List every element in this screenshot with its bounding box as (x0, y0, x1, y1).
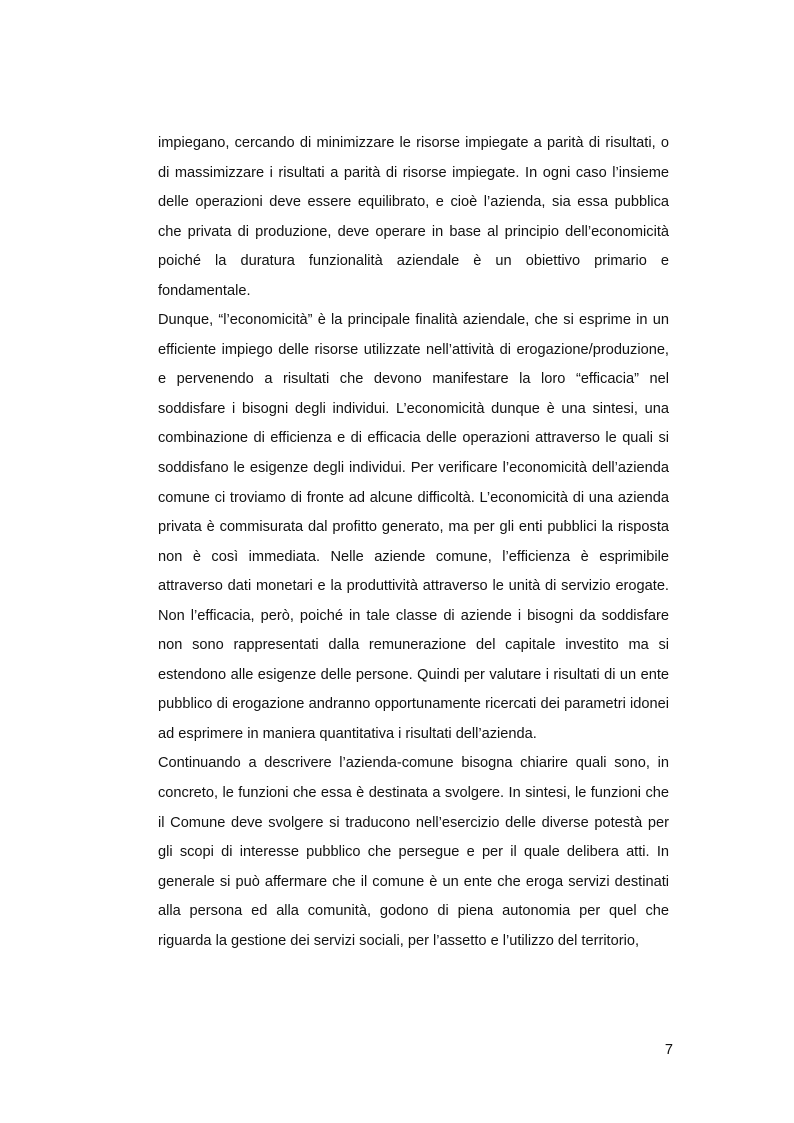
paragraph-funzioni-comune: Continuando a descrivere l’azienda-comune bisogna chiarire quali sono, in concreto, le funzioni che essa è destinata a svolgere. In sintesi, le funzioni che il Comune deve svolgere si traducono nell’esercizio delle diverse potestà per gli scopi di interesse pubblico che persegue e per il quale delibera atti. In generale si può affermare che il comune è un ente che eroga servizi destinati alla persona ed alla comunità, godono di piena autonomia per quel che riguarda la gestione dei servizi sociali, per l’assetto e l’utilizzo del territorio, (158, 755, 669, 949)
page-body (158, 129, 669, 956)
paragraph-economicita-intro: impiegano, cercando di minimizzare le risorse impiegate a parità di risultati, o di massimizzare i risultati a parità di risorse impiegate. In ogni caso l’insieme delle operazioni deve essere equilibrato, e cioè l’azienda, sia essa pubblica che privata di produzione, deve operare in base al principio dell’economicità poiché la duratura funzionalità aziendale è un obiettivo primario e fondamentale. (158, 135, 669, 299)
paragraph-economicita-definition: Dunque, “l’economicità” è la principale finalità aziendale, che si esprime in un efficiente impiego delle risorse utilizzate nell’attività di erogazione/produzione, e pervenendo a risultati che devono manifestare la loro “efficacia” nel soddisfare i bisogni degli individui. L’economicità dunque è una sintesi, una combinazione di efficienza e di efficacia delle operazioni attraverso le quali si soddisfano le esigenze degli individui. Per verificare l’economicità dell’azienda comune ci troviamo di fronte ad alcune difficoltà. L’economicità di una azienda privata è commisurata dal profitto generato, ma per gli enti pubblici la risposta non è così immediata. Nelle aziende comune, l’efficienza è esprimibile attraverso dati monetari e la produttività attraverso le unità di servizio erogate. Non l’efficacia, però, poiché in tale classe di aziende i bisogni da soddisfare non sono rappresentati dalla remunerazione del capitale investito ma si estendono alle esigenze delle persone. Quindi per valutare i risultati di un ente pubblico di erogazione andranno opportunamente ricercati dei parametri idonei ad esprimere in maniera quantitativa i risultati dell’azienda. (158, 312, 669, 742)
page-number: 7 (664, 1042, 673, 1058)
